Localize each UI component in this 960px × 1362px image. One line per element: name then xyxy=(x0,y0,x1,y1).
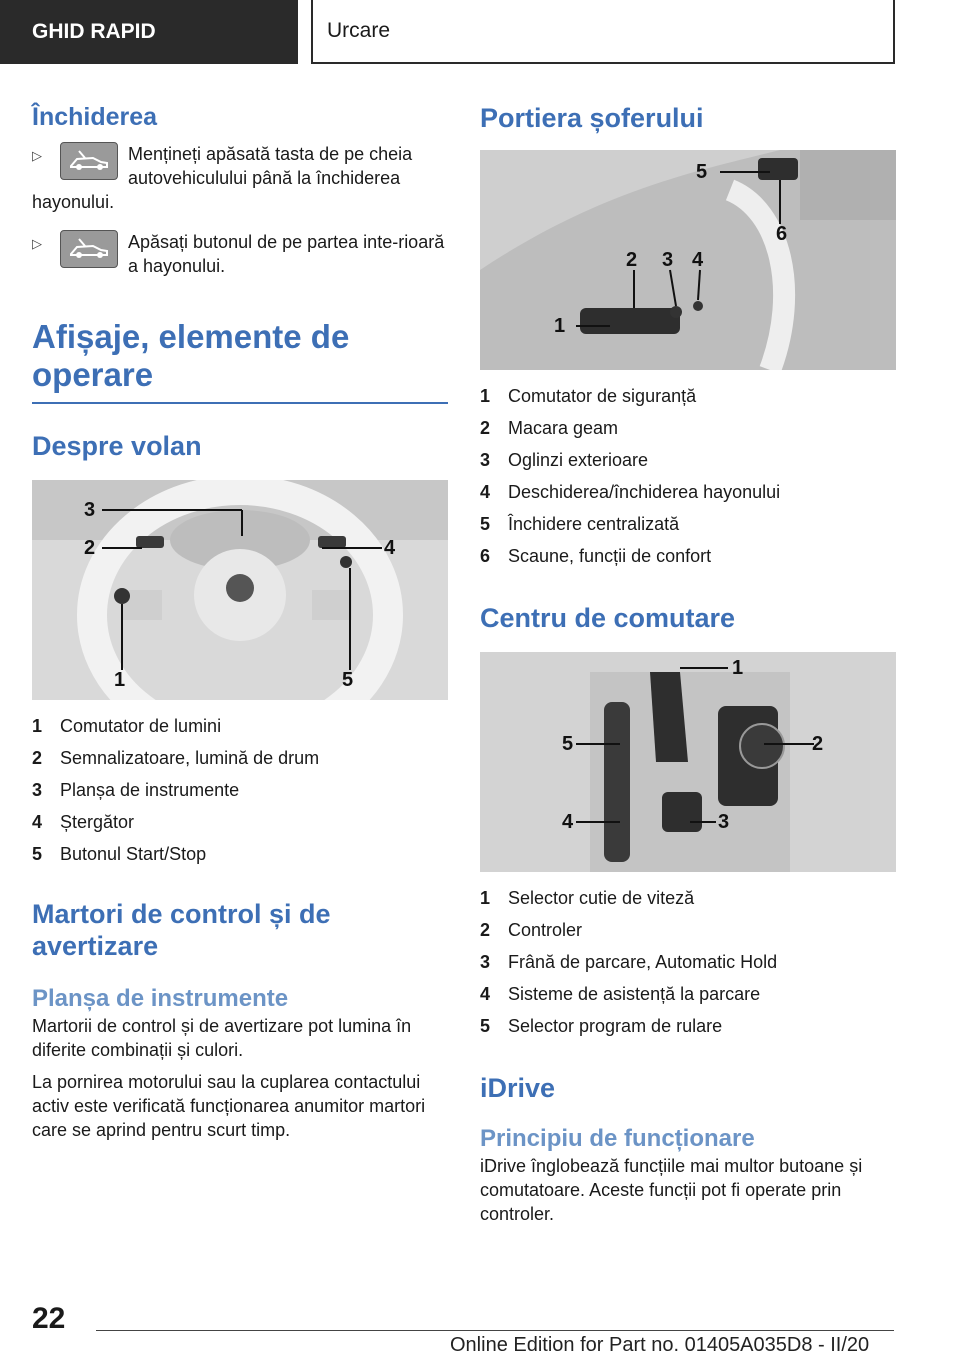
list-item: 1 Comutator de lumini xyxy=(32,716,222,736)
list-item: 5 Butonul Start/Stop xyxy=(32,844,207,864)
wheel-callout-4: 4 xyxy=(384,537,396,559)
header-chapter-tab xyxy=(311,0,895,64)
warning-title: Martori de control și de avertizare xyxy=(32,899,331,961)
wheel-legend xyxy=(32,710,448,870)
page-number: 22 xyxy=(32,1302,66,1335)
step-1-text: Mențineți apăsată tasta de pe cheia autovehiculului până la închiderea hayonului. xyxy=(32,144,413,212)
step-1 xyxy=(32,142,448,214)
list-item: 4 Ștergător xyxy=(32,812,135,832)
list-item: 1 Comutator de siguranță xyxy=(480,386,697,406)
steering-wheel-figure xyxy=(32,480,448,700)
wheel-callout-1: 1 xyxy=(114,669,126,691)
step-triangle-icon: ▷ xyxy=(32,236,42,251)
footer-rule xyxy=(96,1330,894,1331)
console-callout-4: 4 xyxy=(562,811,574,833)
cluster-paragraph-1: Martorii de control și de avertizare pot lumina în diferite combinații și culori. xyxy=(32,1016,412,1060)
door-callout-1: 1 xyxy=(554,315,566,337)
console-callout-1: 1 xyxy=(732,657,744,679)
principle-paragraph: iDrive înglobează funcțiile mai multor butoane și comutatoare. Aceste funcții pot fi operate prin controler. xyxy=(480,1156,863,1224)
footer-edition: Online Edition for Part no. 01405A035D8 - II/20 xyxy=(450,1334,870,1356)
door-legend xyxy=(480,380,896,572)
list-item: 2 Controler xyxy=(480,920,583,940)
displays-title: Afișaje, elemente de operare xyxy=(32,318,350,393)
door-callout-3: 3 xyxy=(662,249,674,271)
list-item: 3 Frână de parcare, Automatic Hold xyxy=(480,952,778,972)
step-2 xyxy=(32,230,448,278)
list-item: 3 Planșa de instrumente xyxy=(32,780,240,800)
wheel-title: Despre volan xyxy=(32,431,202,461)
door-callout-2: 2 xyxy=(626,249,638,271)
cluster-title: Planșa de instrumente xyxy=(32,985,289,1012)
step-2-text: Apăsați butonul de pe partea inte-rioară a hayonului. xyxy=(128,232,445,276)
list-item: 5 Selector program de rulare xyxy=(480,1016,723,1036)
console-callout-2: 2 xyxy=(812,733,824,755)
driver-door-figure xyxy=(480,150,896,370)
door-callout-4: 4 xyxy=(692,249,704,271)
list-item: 4 Deschiderea/închiderea hayonului xyxy=(480,482,781,502)
header-section-label: GHID RAPID xyxy=(32,20,156,43)
door-callout-6: 6 xyxy=(776,223,788,245)
list-item: 1 Selector cutie de viteză xyxy=(480,888,695,908)
wheel-callout-3: 3 xyxy=(84,499,96,521)
list-item: 3 Oglinzi exterioare xyxy=(480,450,649,470)
list-item: 5 Închidere centralizată xyxy=(480,514,680,534)
tailgate-button-icon xyxy=(60,230,118,268)
header-section-tab xyxy=(0,0,298,64)
door-callout-5: 5 xyxy=(696,161,708,183)
right-column xyxy=(480,100,896,1226)
console-callout-3: 3 xyxy=(718,811,730,833)
section-rule xyxy=(32,402,448,404)
list-item: 2 Semnalizatoare, lumină de drum xyxy=(32,748,320,768)
list-item: 6 Scaune, funcții de confort xyxy=(480,546,712,566)
wheel-callout-2: 2 xyxy=(84,537,96,559)
console-legend xyxy=(480,882,896,1042)
list-item: 4 Sisteme de asistență la parcare xyxy=(480,984,761,1004)
console-callout-5: 5 xyxy=(562,733,574,755)
left-column xyxy=(32,100,448,1142)
list-item: 2 Macara geam xyxy=(480,418,619,438)
header-chapter-label: Urcare xyxy=(327,19,391,42)
cluster-paragraph-2: La pornirea motorului sau la cuplarea contactului activ este verificată funcționarea anumitor martori care se aprind pentru scurt timp. xyxy=(32,1072,426,1140)
console-title: Centru de comutare xyxy=(480,603,736,633)
closing-title: Închiderea xyxy=(32,103,158,131)
wheel-callout-5: 5 xyxy=(342,669,354,691)
principle-title: Principiu de funcționare xyxy=(480,1125,755,1152)
tailgate-key-icon xyxy=(60,142,118,180)
idrive-title: iDrive xyxy=(480,1073,556,1103)
center-console-figure xyxy=(480,652,896,872)
door-title: Portiera șoferului xyxy=(480,103,704,133)
step-triangle-icon: ▷ xyxy=(32,148,42,163)
